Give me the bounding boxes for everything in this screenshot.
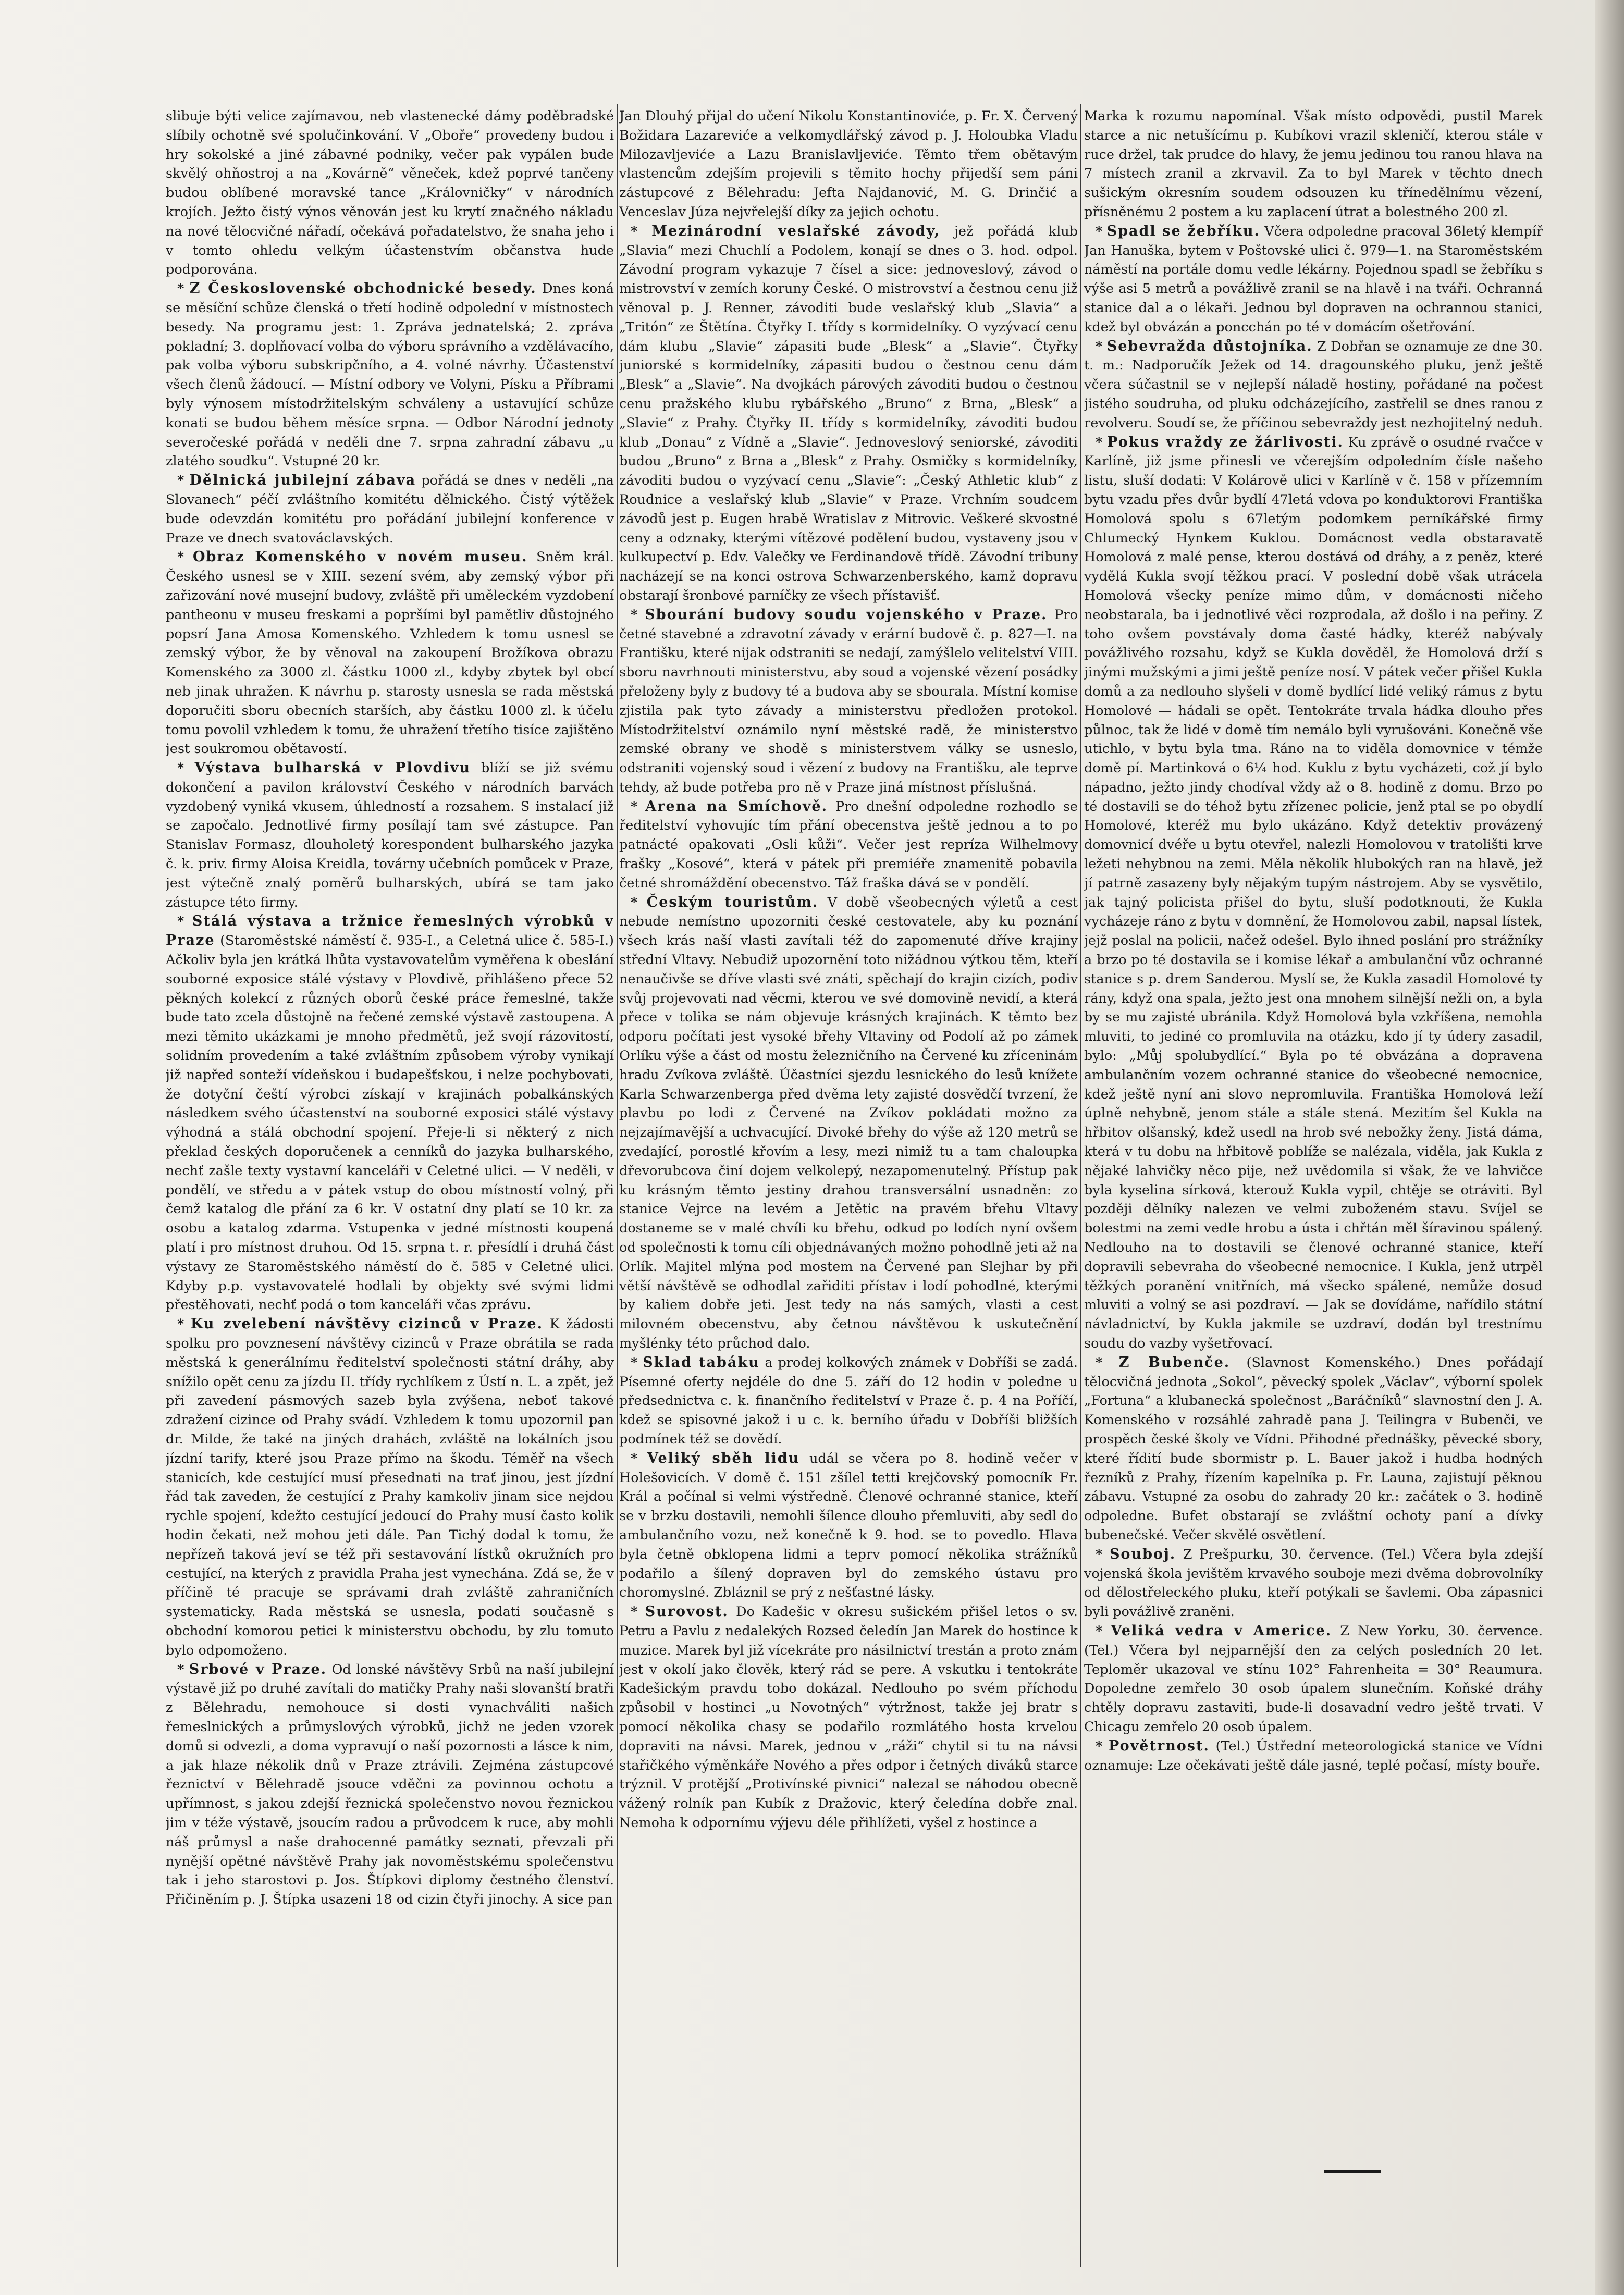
end-rule: [1324, 2170, 1381, 2173]
article-headline: Veliký sběh lidu: [647, 1450, 800, 1466]
article-body: a prodej kolkových známek v Dobříši se zadá. Písemné oferty nejdéle do dne 5. září do 12 hodin v poledne u předsednictva c. k. finančního ředitelství v Praze č. p. 4 na Poříčí, kdež se spisovné jakož i u c. k. berního úřadu v Dobříši bližších podmínek též se dovědí.: [619, 1354, 1078, 1447]
article: [619, 797, 1078, 893]
article: [619, 107, 1078, 222]
article-headline: Dělnická jubilejní zábava: [189, 472, 416, 489]
article: [619, 1353, 1078, 1449]
article-body: udál se včera po 8. hodině večer v Holešovicích. V domě č. 151 zšílel tetti krejčovský pomocník Fr. Král a počínal si velmi výstředně. Členové ochranné stanice, kteří se v brzku dostavili, nemohli šílence dlouho přemluviti, aby sedl do ambulančního vozu, než konečně k 9. hod. se to povedlo. Hlava byla četně obklopena lidmi a teprv pomocí několika strážníků podařilo a šílený dopraven byl do zemského ústavu pro choromyslné. Zbláznil se prý z nešťastné lásky.: [619, 1450, 1078, 1601]
article-body: Z Dobřan se oznamuje ze dne 30. t. m.: Nadporučík Ježek od 14. dragounského pluku, jenž ještě včera súčastnil se v nejlepší náladě hostiny, pořádané na počest jistého soudruha, od pluku odcházejícího, zastřelil se dnes ranou z revolveru. Soudí se, že příčinou sebevraždy jest nezhojitelný neduh.: [1084, 338, 1543, 431]
article-bullet: *: [631, 1604, 638, 1620]
article-body: Z Prešpurku, 30. července. (Tel.) Včera byla zdejší vojenská škola jevištěm krvavého souboje mezi dvěma dobrovolníky od dělostřeleckého pluku, kteří potýkali se šavlemi. Oba zápasnici byli povážlivě zraněni.: [1084, 1546, 1543, 1620]
article-headline: Z Bubenče.: [1118, 1354, 1231, 1371]
article: [166, 912, 614, 1315]
article: [166, 279, 614, 471]
article: [166, 1315, 614, 1660]
article: [619, 606, 1078, 797]
article-headline: Výstava bulharská v Plovdivu: [194, 760, 471, 776]
article-body: Dnes koná se měsíční schůze členská o třetí hodině odpolední v místnostech besedy. Na programu jest: 1. Zpráva jednatelská; 2. zpráva pokladní; 3. doplňovací volba do výboru správního a vzdělávacího, pak volba výboru subskripčního, a 4. volné návrhy. Účastenství všech členů žádoucí. — Místní odbory ve Volyni, Písku a Příbrami byly výnosem místodržitelským schváleny a ustavující schůze konati se budou během měsíce srpna. — Odbor Národní jednoty severočeské pořádá v neděli dne 7. srpna zahradní zábavu „u zlatého soudku“. Vstupné 20 kr.: [166, 281, 614, 470]
article-bullet: *: [1096, 338, 1103, 354]
article-bullet: *: [1096, 1623, 1103, 1639]
article-headline: Srbové v Praze.: [189, 1661, 327, 1677]
article: [619, 1449, 1078, 1602]
article-headline: Arena na Smíchově.: [645, 798, 828, 815]
article: [619, 1602, 1078, 1833]
article-headline: Sklad tabáku: [643, 1354, 760, 1371]
article: [166, 548, 614, 759]
article-headline: Mezinárodní veslařské závody,: [651, 223, 941, 239]
article-body: Pro četné stavebné a zdravotní závady v erární budově č. p. 827—I. na Františku, které nijak odstraniti se nedají, zamýšlelo velitelství VIII. sboru navrhnouti ministerstvu, aby soud a vojenské vězení posádky přeloženy byly z budovy té a budova aby se sbourala. Místní komise zjistila pak tyto závady a ministerstvu předložen protokol. Místodržitelství oznámilo nyní městské radě, že ministerstvo zemské obrany ve shodě s ministerstvem války se usneslo, odstraniti vojenský soud i vězení z budovy na Františku, ale teprve tehdy, až bude potřeba pro ně v Praze jiná místnost příslušná.: [619, 607, 1078, 795]
column-divider: [617, 104, 618, 2267]
article-body: Do Kadešic v okresu sušickém přišel letos o sv. Petru a Pavlu z nedalekých Rozsed čeledín Jan Marek do hostince k muzice. Marek byl již vícekráte pro násilnictví trestán a proto znám jest v okolí jako člověk, který rád se pere. A vskutku i tentokráte Kadešickým pravdu tobo dokázal. Nedlouho po svém příchodu způsobil v hostinci „u Novotných“ výtržnost, takže jej bratr s pomocí několika chasy se podařilo rozmlátého hosta krvelou dopraviti na návsi. Marek, jednou v „ráži“ chytil si tu na návsi stařičkého výměnkáře Nového a přes odpor i četných diváků starce trýznil. V protější „Protivínské pivnici“ nalezal se náhodou obecně vážený rolník pan Kubík z Dražovic, který čeledína dobře znal. Nemoha k odpornímu výjevu déle přihlížeti, vyšel z hostince a: [619, 1604, 1078, 1831]
article: [1084, 1353, 1543, 1545]
article-bullet: *: [177, 1316, 184, 1332]
article-headline: Surovost.: [645, 1603, 729, 1620]
article-headline: Souboj.: [1109, 1546, 1176, 1562]
article-headline: Stálá výstava a tržnice řemeslných výrobků v Praze: [166, 913, 614, 949]
article-body: Marka k rozumu napomínal. Však místo odpovědi, pustil Marek starce a nic netušícímu p. Kubíkovi vrazil skleničí, kterou stále v ruce držel, tak prudce do hlavy, že jemu jedinou tou ranou hlava na 7 místech zranil a zkrvavil. Za to byl Marek v těchto dnech sušickým okresním soudem odsouzen ku třínedělnímu vězení, přísněnému 2 postem a ku zaplacení útrat a bolestného 200 zl.: [1084, 108, 1543, 220]
article-headline: Z Československé obchodnické besedy.: [189, 280, 537, 297]
article-bullet: *: [177, 760, 184, 776]
article-body: slibuje býti velice zajímavou, neb vlastenecké dámy poděbradské slíbily ochotně své spolučinkování. V „Oboře“ provedeny budou i hry sokolské a jiné zábavné podniky, večer pak vypálen bude skvělý ohňostroj a na „Kovárně“ věneček, kdež poprvé tančeny budou oblíbené moravské tance „Královničky“ v národních krojích. Ježto čistý výnos věnován jest ku krytí značného nákladu na nové tělocvičné nářadí, očekává pořadatelstvo, že snaha jeho i v tomto ohledu velkým účastenstvím občanstva hude podporována.: [166, 108, 614, 278]
article-headline: Veliká vedra v Americe.: [1111, 1622, 1332, 1639]
article-headline: Českým touristům.: [646, 894, 819, 910]
page-edge-shadow: [1595, 0, 1624, 2295]
article-headline: Spadl se žebříku.: [1106, 223, 1260, 239]
article-body: Sněm král. Českého usnesl se v XIII. sezení svém, aby zemský výbor při zařizování nové musejní budovy, zvláště při uměleckém vyzdobení pantheonu v museu freskami a popršími byl pamětliv důstojného popsrí Jana Amosa Komenského. Vzhledem k tomu usnesl se zemský výbor, že by věnoval na zakoupení Brožíkova obrazu Komenského za 3000 zl. částku 1000 zl., kdyby zbytek byl obcí neb jinak uhražen. K návrhu p. starosty usnesla se rada městská doporučiti sboru obecních starších, aby částku 1000 zl. k účelu tomu povolil vzhledem k tomu, že uhražení třetího tisíce zajištěno jest soukromou obětavostí.: [166, 549, 614, 757]
article-headline: Ku zvelebení návštěvy cizinců v Praze.: [190, 1316, 543, 1332]
article-bullet: *: [1096, 1738, 1103, 1754]
article-body: V době všeobecných výletů a cest nebude nemístno upozorniti české cestovatele, aby ku poznání všech krás naší vlasti zavítali též do zapomenuté dříve krajiny střední Vltavy. Nebudiž upozornění toto nižádnou výtkou těm, kteří nenaučivše se dříve vlasti své znáti, spěchají do krajin cizích, podiv svůj projevovati nad věcmi, kterou ve své domovině nevidí, a která přece v tolika se nám objevuje krásných krajinách. K těmto bez odporu počítati jest vysoké břehy Vltaviny od Podolí až po zámek Orlíku výše a část od mostu železničního na Červené ku zříceninám hradu Zvíkova zvláště. Účastníci sjezdu lesnického do lesů knížete Karla Schwarzenberga před dvěma lety zajisté dosvědčí tvrzení, že plavbu po lodi z Červené na Zvíkov pokládati možno za nejzajímavější a uchvacující. Divoké břehy do výše až 120 metrů se zvedající, porostlé křovím a lesy, mezi nimiž tu a tam chaloupka dřevorubcova činí dojem velkolepý, nezapomenutelný. Přístup pak ku krásným těmto jestiny drahou transversální usnadněn: zo stanice Vejrce na levém a Jetětic na pravém břehu Vltavy dostaneme se v malé chvíli ku břehu, odkud po lodích nyní ovšem od společnosti k tomu cíli objednávaných možno pohodlně jeti až na Orlík. Majitel mlýna pod mostem na Červené pan Slejhar by při větší návštěvě se odhodlal zařiditi přístav i lodí pohodlné, kterými by kaliem dobře jeti. Jest tedy na nás samých, vlasti a cest milovném obecenstvu, aby četnou návštěvou k uskutečnění myšlénky této průchod dalo.: [619, 894, 1078, 1351]
article: [166, 759, 614, 912]
article: [166, 471, 614, 548]
article-body: Od lonské návštěvy Srbů na naší jubilejní výstavě již po druhé zavítali do matičky Prahy naši slovanští bratři z Bělehradu, nemohouce si dosti vynachváliti našich řemeslnických a průmyslových výrobků, jichž ne jeden vzorek domů si odvezli, a doma vypravují o naší pozornosti a lásce k nim, a jak hlaze nékolik dnů v Praze ztrávili. Zejména zástupcové řeznictví v Bělehradě jsouce vděčni za povinnou ochotu a upřímnost, s jakou zdejší řeznická společenstvo novou řeznickou jim v téže výstavě, jsoucím radou a průvodcem k ruce, aby mohli náš průmysl a naše drahocenné památky seznati, převzali při nynější opětné návštěvě Prahy jak novoměstskému společenstvu tak i jeho starostovi p. Jos. Štípkovi diplomy čestného členství. Přičiněním p. J. Štípka usazeni 18 od cizin čtyři jinochy. A sice pan: [166, 1661, 614, 1908]
article-body: Pro dnešní odpoledne rozhodlo se ředitelství vyhovujíc tím přání obecenstva ještě jednou a to po patnácté opakovati „Osli kůži“. Večer jest repríza Wilhelmovy frašky „Kosové“, která v pátek při premiéře znamenitě pobavila četné shromáždění obecenstvo. Táž fraška dává se v pondělí.: [619, 798, 1078, 891]
column-left: [166, 107, 614, 2243]
article-bullet: *: [1096, 1546, 1103, 1562]
article-bullet: *: [177, 914, 184, 930]
article: [166, 1660, 614, 1909]
article-bullet: *: [1096, 223, 1103, 239]
column-divider: [1080, 104, 1081, 2267]
article-bullet: *: [177, 1661, 184, 1677]
article-body: Včera odpoledne pracoval 36letý klempíř Jan Hanuška, bytem v Poštovské ulici č. 979—1. na Staroměstském náměstí na portále domu vedle lékárny. Pojednou spadl se žebříku s výše asi 5 metrů a povážlivě zranil se na hlavě i na tváři. Ochranná stanice dal a o lékaři. Jednou byl dopraven na ochrannou stanici, kdež byl obvázán a poncchán po té v domácím ošetřování.: [1084, 223, 1543, 335]
article: [166, 107, 614, 279]
article-body: Ku zprávě o osudné rvačce v Karlíně, již jsme přinesli ve včerejším odpoledním čísle našeho listu, sluší dodati: V Kolárově ulici v Karlíně v č. 158 v přízemním bytu vzadu přes dvůr bydlí 47letá vdova po konduktorovi Františka Homolová spolu s 67letým podomkem perníkářské firmy Chlumecký Hynkem Kuklou. Domácnost vedla obstaravatě Homolová z malé pense, kterou dostává od dráhy, a z peněz, které vydělá Kukla svojí těžkou prací. V poslední době však utrácela Homolová všecky peníze mimo dům, v domácnosti ničeho neobstarala, ba i jednotlivé věci rozprodala, až došlo i na peřiny. Z toho ovšem povstávaly doma časté hádky, kteréž nabývaly povážlivého rozsahu, když se Kukla dověděl, že Homolová drží s jinými mužskými a jimi ještě peníze nosí. V pátek večer přišel Kukla domů a za nedlouho slyšeli v domě bydlící lidé veliký rámus z bytu Homolové — hádali se opět. Tentokráte trvala hádka dlouho přes půlnoc, tak že lidé v domě tím nemálo byli vyrušováni. Konečně vše utichlo, v bytu byla tma. Ráno na to viděla domovnice v témže domě pí. Martinková o 6¼ hod. Kuklu z bytu vycházeti, což jí bylo nápadno, ježto jindy chodíval vždy až o 8. hodině z domu. Brzo po té dostavili se do téhož bytu zřízenec policie, jenž ptal se po obydlí Homolové, kteréž mu bylo ukázáno. Když detektiv provázený domovnicí dvéře u bytu otevřel, nalezli Homolovou v tratolišti krve ležeti nehybnou na zemi. Měla několik hlubokých ran na hlavě, jež jí patrně zasazeny byly nějakým tupým nástrojem. Aby se vysvětilo, jak tajný policista přišel do bytu, sluší podotknouti, že Kukla vycházeje ráno z bytu v domnění, že Homolovou zabil, napsal lístek, jejž poslal na policii, načež odešel. Bylo ihned poslání pro strážníky a brzo po té dostavila se i komise lékař a ambulanční vůz ochranné stanice s p. drem Sanderou. Myslí se, že Kukla zasadil Homolové ty rány, když ona spala, ježto jest ona mnohem silnější nežli on, a byla by se mu zajisté ubránila. Když Homolová byla vzkříšena, nemohla mluviti, to jediné co promluvila na otázku, kdo jí ty údery zasadil, bylo: „Můj spolubydlící.“ Byla po té obvázána a dopravena ambulančním vozem ochranné stanice do všeobecné nemocnice, kdež ještě nyní ani slovo nepromluvila. Františka Homolová leží úplně nehybně, jenom stále a stále stená. Mezitím šel Kukla na hřbitov olšanský, kdež usedl na hrob své nebožky ženy. Jistá dáma, která v tu dobu na hřbitově poblíže se nalézala, viděla, jak Kukla z nějaké lahvičky něco pije, než uvědomila si však, že ve lahvičce byla kyselina sírková, kterouž Kukla vypil, chtěje se otráviti. Byl později dělníky nalezen ve velmi zuboženém stavu. Svíjel se bolestmi na zemi vedle hrobu a ústa i chřtán měl šíravinou spálený. Nedlouho na to dostavili se členové ochranné stanice, kteří dopravili sebevraha do všeobecné nemocnice. I Kukla, jenž utrpěl těžkých poranění vnitřních, má všecko spálené, nemůže dosud mluviti a volný se asi pozdraví. — Jak se dovídáme, nařídilo státní návladnictví, by Kukla jakmile se uzdraví, dodán byl trestnímu soudu do vazby vyšetřovací.: [1084, 434, 1543, 1351]
article: [1084, 222, 1543, 337]
article: [1084, 433, 1543, 1353]
article-bullet: *: [631, 894, 638, 910]
article-body: (Tel.) Ústřední meteorologická stanice ve Vídni oznamuje: Lze očekávati ještě dále jasné, teplé počasí, místy bouře.: [1084, 1738, 1543, 1773]
column-right: [1084, 107, 1543, 2243]
article-bullet: *: [631, 1354, 638, 1371]
article-bullet: *: [1096, 434, 1103, 450]
article-bullet: *: [631, 223, 638, 239]
article-bullet: *: [177, 473, 184, 489]
article: [1084, 337, 1543, 433]
article: [619, 893, 1078, 1353]
article-bullet: *: [177, 281, 184, 297]
article-body: jež pořádá klub „Slavia“ mezi Chuchlí a Podolem, konají se dnes o 3. hod. odpol. Závodní program vykazuje 7 čísel a sice: jednoveslový, závod o mistrovství v zemích koruny České. O mistrovství a čestnou cenu již věnoval p. J. Renner, závoditi bude veslařský klub „Slavia“ a „Tritón“ ze Štětína. Čtyřky I. třídy s kormidelníky. O vyzývací cenu dám klubu „Slavie“ zápasiti bude „Blesk“ a „Slavie“. Čtyřky juniorské s kormidelníky, zápasiti budou o čestnou cenu dám „Blesk“ a „Slavie“. Na dvojkách párových závoditi budou o čestnou cenu pražského klubu rybářského „Bruno“ z Brna, „Blesk“ a „Slavie“ z Prahy. Čtyřky II. třídy s kormidelníky, závoditi budou klub „Donau“ z Vídně a „Slavie“. Jednoveslový seniorské, závoditi budou „Bruno“ z Brna a „Blesk“ z Prahy. Osmičky s kormidelníky, závoditi budou o vyzývací cenu „Slavie“: „Český Athletic klub“ z Roudnice a veslařský klub „Slavie“ v Praze. Vrchním soudcem závodů jest p. Eugen hrabě Wratislav z Mitrovic. Veškeré skvostné ceny a odznaky, kterými vítězové podělení budou, vystaveny jsou v kulkupectví p. Edv. Valečky ve Ferdinandově třídě. Závodní tribuny nacházejí se na konci ostrova Schwarzenberského, kamž dopravu obstarají šronbové parníčky ze všech přístavišť.: [619, 223, 1078, 603]
article-bullet: *: [1096, 1354, 1103, 1371]
article-body: K žádosti spolku pro povznesení návštěvy cizinců v Praze obrátila se rada městská k generálnímu ředitelství společnosti státní dráhy, aby snížilo opět cenu za jízdu II. třídy rychlíkem z Ústí n. L. a zpět, jež při zavedení pásmových sazeb byla zvýšena, neboť takové zdražení cizince od Prahy svádí. Vzhledem k tomu upozornil pan dr. Milde, že také na jiných drahách, zvláště na lokálních jsou jízdní tarify, které jsou Praze přímo na škodu. Téměř na všech stanicích, kde cestující musí přesednati na trať jinou, jest jízdní řád tak zaveden, že cestující z Prahy kamkoliv jinam sice nejdou rychle spojení, kdežto cestující jedoucí do Prahy musí často kolik hodin čekati, než mohou jeti dále. Pan Tichý dodal k tomu, že nepřízeň taková jeví se též při sestavování lístků okružních pro cestující, na kterých z pravidla Praha jest vynechána. Zdá se, že v příčině té pracuje se správami drah zvláště zahraničních systematicky. Rada městská se usnesla, podati současně s obchodní komorou petici k ministerstvu obchodu, by zlu tomuto bylo odpomoženo.: [166, 1316, 614, 1658]
article-headline: Sbourání budovy soudu vojenského v Praze.: [645, 606, 1048, 623]
article: [1084, 1737, 1543, 1775]
article: [1084, 1622, 1543, 1737]
article-body: blíží se již svému dokončení a pavilon království Českého v národních barvách vyzdobený vyniká vkusem, úhledností a rozsahem. S instalací již se započalo. Jednotlivé firmy posílají tam své zástupce. Pan Stanislav Formasz, dlouholetý korespondent bulharského jazyka č. k. priv. firmy Aloisa Kreidla, továrny učebních pomůcek v Praze, jest výtečně znalý poměrů bulharských, ubírá se tam jako zástupce této firmy.: [166, 760, 614, 910]
article-bullet: *: [631, 1450, 638, 1466]
article-bullet: *: [177, 549, 184, 565]
article-body: pořádá se dnes v neděli „na Slovanech“ péčí zvláštního komitétu dělnického. Čistý výtěžek bude odevzdán komitétu pro pořádání jubilejní konference v Praze ve dnech svatováclavských.: [166, 473, 614, 546]
article-body: Z New Yorku, 30. července. (Tel.) Včera byl nejparnější den za celých posledních 20 let. Teploměr ukazoval ve stínu 102° Fahrenheita = 30° Reaumura. Dopoledne zemřelo 30 osob úpalem slunečním. Koňské dráhy chtěly dopravu zastaviti, bude-li dosavadní vedro ještě trvati. V Chicagu zemřelo 20 osob úpalem.: [1084, 1623, 1543, 1735]
article-headline: Sebevražda důstojníka.: [1106, 338, 1313, 354]
article-bullet: *: [631, 798, 638, 815]
article: [1084, 1545, 1543, 1622]
article-headline: Povětrnost.: [1109, 1737, 1210, 1754]
article-body: Jan Dlouhý přijal do učení Nikolu Konstantinoviće, p. Fr. X. Červený Božidara Lazareviće a velkomydlářský závod p. J. Holoubka Vladu Milozavljeviće a Lazu Branislavljeviće. Těmto třem obětavým vlastencům zdejším projevili s těmito hochy přijedší sem páni zástupcové z Bělehradu: Jefta Najdanović, M. G. Drinčić a Venceslav Júza nejvřelejší díky za jejich ochotu.: [619, 108, 1078, 220]
article-headline: Obraz Komenského v novém museu.: [192, 549, 528, 565]
column-middle: [619, 107, 1078, 2243]
article: [1084, 107, 1543, 222]
article: [619, 222, 1078, 606]
article-bullet: *: [631, 607, 638, 623]
article-body: (Slavnost Komenského.) Dnes pořádají tělocvičná jednota „Sokol“, pěvecký spolek „Václav“, výborní spolek „Fortuna“ a klubanecká společnost „Baráčníků“ slavnostní den J. A. Komenského v rozsáhlé zahradě pana J. Teilingra v Bubenči, ve prospěch české školy ve Vídni. Přihodné přednášky, pěvecké sbory, které řídití bude sbormistr p. L. Bauer jakož i hudba hodných řezníků z Prahy, řízením kapelníka p. Fr. Launa, zajistují pěknou zábavu. Vstupné za osobu do zahrady 20 kr.: začátek o 3. hodině odpoledne. Bufet obstarají se zvláštní ochoty paní a dívky bubenečské. Večer skvělé osvětlení.: [1084, 1354, 1543, 1543]
article-body: (Staroměstské náměstí č. 935-I., a Celetná ulice č. 585-I.) Ačkoliv byla jen krátká lhůta vystavovatelům vyměřena k obeslání souborné exposice stálé výstavy v Plovdivě, přihlášeno přece 52 pěkných kolekcí z různých oborů české práce řemeslné, takže bude tato zcela důstojně na řečené zemské výstavě zastoupena. A mezi těmito ukázkami je mnoho předmětů, jež svojí rázovitostí, solidním provedením a také zvláštním způsobem výroby vynikají již napřed sonteží vídeňskou i budapešťskou, i nelze pochybovati, že dotyční čeští výrobci získají v krajinách pobalkánských následkem svého účastenství na souborné exposici stálé výstavy výhodná a stálá obchodní spojení. Přeje-li si některý z nich překlad českých doporučenek a cenníků do jazyka bulharského, nechť zašle texty vystavní kanceláři v Celetné ulici. — V neděli, v pondělí, ve středu a v pátek vstup do obou místností volný, při čemž katalog dle přání za 6 kr. V ostatní dny platí se 10 kr. za osobu a katalog zdarma. Vstupenka v jedné místnosti koupená platí i pro místnost druhou. Od 15. srpna t. r. přesídlí i druhá část výstavy ze Staroměstského náměstí do č. 585 v Celetné ulici. Kdyby p.p. vystavovatelé hodlali by objekty své svými lidmi přestěhovati, nechť podá o tom kanceláři včas zprávu.: [166, 933, 614, 1313]
article-headline: Pokus vraždy ze žárlivosti.: [1107, 434, 1344, 450]
